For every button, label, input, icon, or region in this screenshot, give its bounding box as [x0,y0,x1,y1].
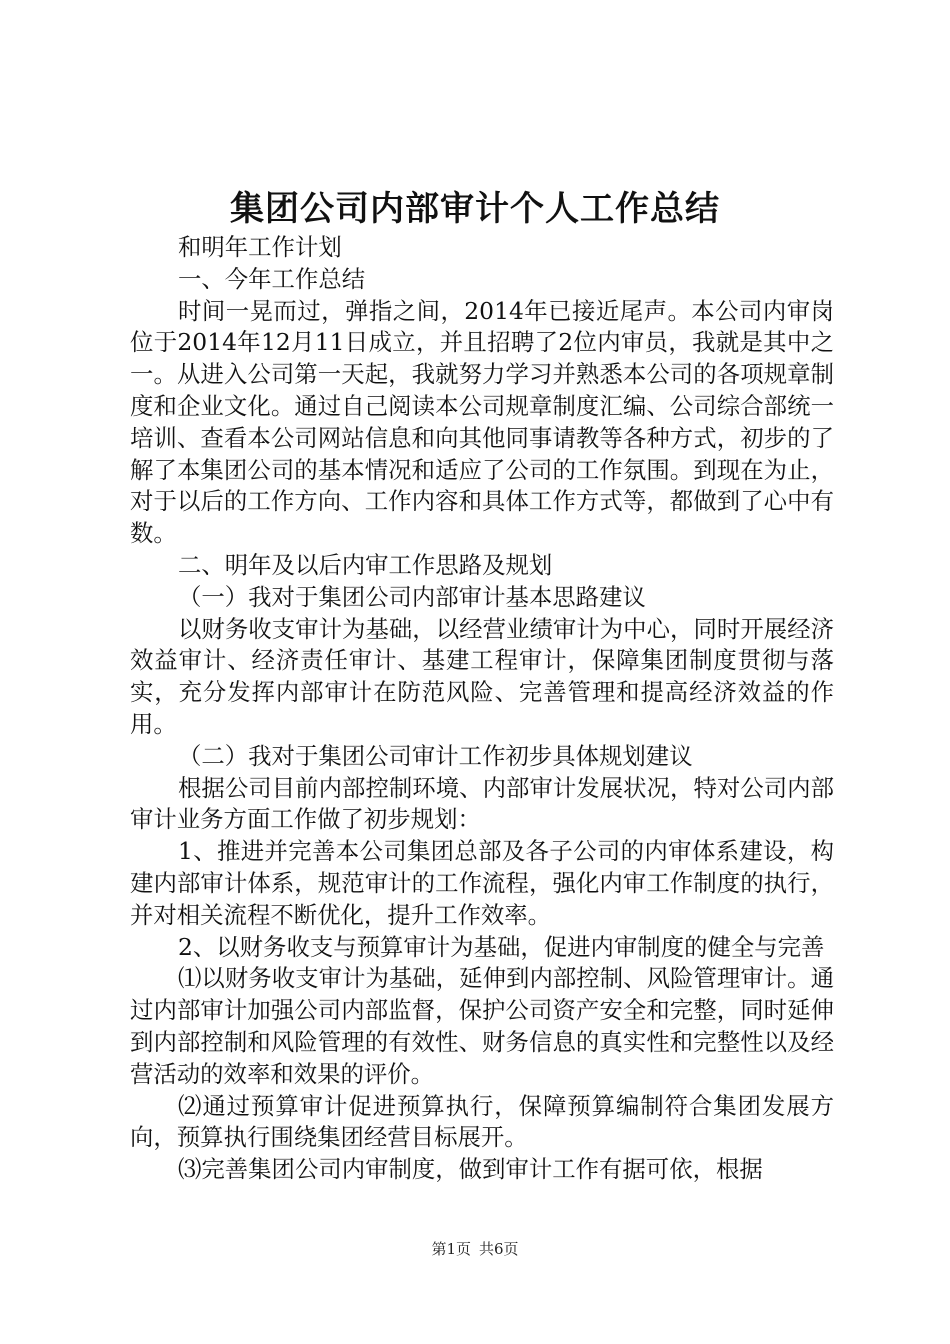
body-paragraph: 时间一晃而过，弹指之间，2014年已接近尾声。本公司内审岗位于2014年12月11日成立，并且招聘了2位内审员，我就是其中之一。从进入公司第一天起，我就努力学习并熟悉本公司的各项规章制度和企业文化。通过自己阅读本公司规章制度汇编、公司综合部统一培训、查看本公司网站信息和向其他同事请教等各种方式，初步的了解了本集团公司的基本情况和适应了公司的工作氛围。到现在为止，对于以后的工作方向、工作内容和具体工作方式等，都做到了心中有数。 [130,296,834,548]
document-body [130,232,834,1186]
list-item-paragraph: 2、以财务收支与预算审计为基础，促进内审制度的健全与完善 [178,932,825,961]
page-total: 共6页 [479,1240,519,1258]
document-title: 集团公司内部审计个人工作总结 [230,189,720,229]
subtitle-paragraph: 和明年工作计划 [178,233,342,261]
body-paragraph: 以财务收支审计为基础，以经营业绩审计为中心，同时开展经济效益审计、经济责任审计、基建工程审计，保障集团制度贯彻与落实，充分发挥内部审计在防范风险、完善管理和提高经济效益的作用。 [130,614,834,738]
section-heading: 一、今年工作总结 [178,264,366,293]
subsection-heading: （一）我对于集团公司内部审计基本思路建议 [178,582,646,611]
list-item-paragraph: 1、推进并完善本公司集团总部及各子公司的内审体系建设，构建内部审计体系，规范审计的工作流程，强化内审工作制度的执行，并对相关流程不断优化，提升工作效率。 [130,837,834,929]
section-heading: 二、明年及以后内审工作思路及规划 [178,550,553,579]
page-footer [0,1238,950,1260]
subsection-heading: （二）我对于集团公司审计工作初步具体规划建议 [178,741,693,770]
sub-list-item-paragraph: ⑵通过预算审计促进预算执行，保障预算编制符合集团发展方向，预算执行围绕集团经营目标展开。 [130,1091,834,1152]
sub-list-item-paragraph: ⑶完善集团公司内审制度，做到审计工作有据可依，根据 [178,1155,763,1184]
body-paragraph: 根据公司目前内部控制环境、内部审计发展状况，特对公司内部审计业务方面工作做了初步规划： [130,773,834,834]
page-number: 第1页 [431,1240,471,1258]
sub-list-item-paragraph: ⑴以财务收支审计为基础，延伸到内部控制、风险管理审计。通过内部审计加强公司内部监督，保护公司资产安全和完整，同时延伸到内部控制和风险管理的有效性、财务信息的真实性和完整性以及经营活动的效率和效果的评价。 [130,964,834,1088]
